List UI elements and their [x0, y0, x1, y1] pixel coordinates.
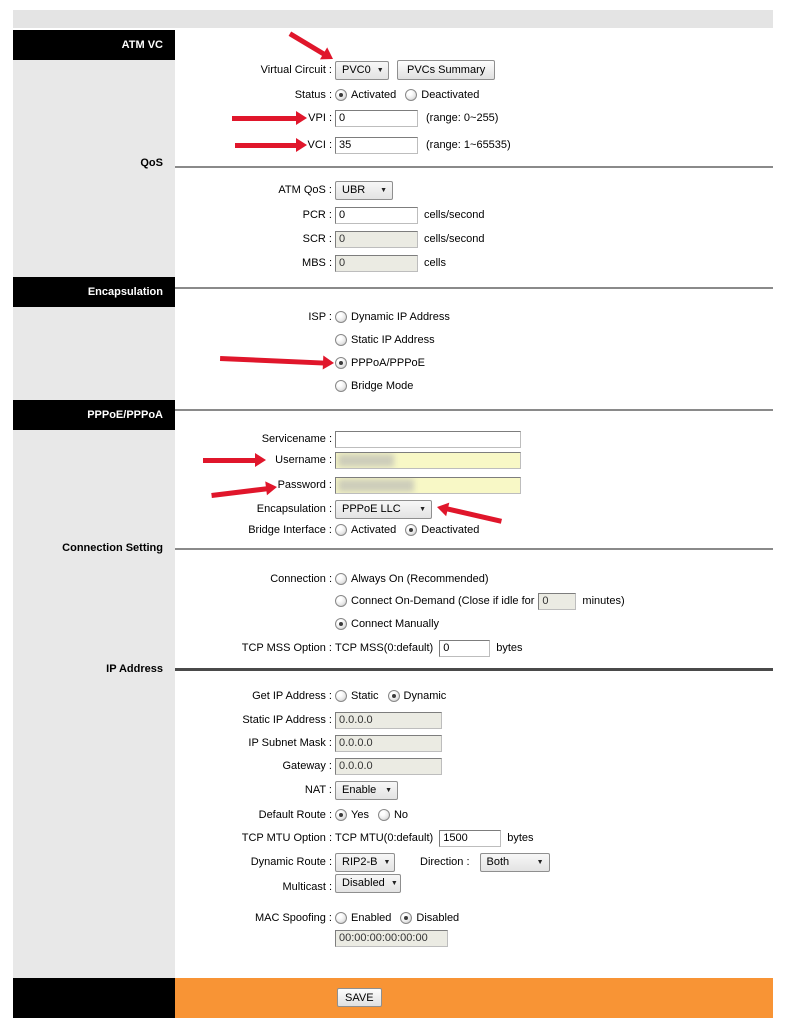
red-arrow-vpi [232, 111, 307, 125]
status-activated-radio[interactable] [335, 89, 347, 101]
mac-spoofing-disabled-label: Disabled [416, 912, 460, 924]
scr-input: 0 [335, 231, 418, 248]
default-route-no-radio[interactable] [378, 809, 390, 821]
isp-label: ISP : [308, 311, 332, 323]
password-input[interactable] [335, 477, 521, 494]
mbs-input: 0 [335, 255, 418, 272]
virtual-circuit-select[interactable] [335, 61, 389, 80]
encapsulation-value: PPPoE LLC [342, 503, 401, 515]
gateway-row [175, 755, 775, 777]
top-banner [13, 10, 773, 28]
isp-pppoa-radio[interactable] [335, 357, 347, 369]
isp-static-radio[interactable] [335, 334, 347, 346]
isp-static-label: Static IP Address [351, 334, 435, 346]
vci-range-hint: (range: 1~65535) [426, 139, 511, 151]
isp-bridge-row [175, 375, 775, 397]
tcp-mss-row [175, 637, 775, 659]
mac-spoofing-row [175, 907, 775, 929]
pcr-label: PCR : [302, 209, 332, 221]
chevron-down-icon: ▼ [390, 879, 398, 887]
direction-select[interactable] [480, 853, 550, 872]
scr-label: SCR : [302, 233, 332, 245]
status-activated-label: Activated [351, 89, 397, 101]
section-divider-qos [175, 166, 773, 168]
vci-label: VCI : [307, 139, 332, 151]
isp-dynamic-radio[interactable] [335, 311, 347, 323]
chevron-down-icon: ▼ [380, 186, 387, 194]
atm-qos-select[interactable] [335, 181, 393, 200]
static-ip-row [175, 709, 775, 731]
get-ip-static-radio[interactable] [335, 690, 347, 702]
mbs-unit: cells [424, 257, 447, 269]
virtual-circuit-value: PVC0 [342, 64, 371, 76]
tcp-mtu-input[interactable]: 1500 [439, 830, 501, 847]
connection-always-label: Always On (Recommended) [351, 573, 489, 585]
gateway-label: Gateway : [282, 760, 332, 772]
vpi-input[interactable]: 0 [335, 110, 418, 127]
mbs-row [175, 252, 775, 274]
status-deactivated-label: Deactivated [421, 89, 480, 101]
sidebar-header-encapsulation: Encapsulation [13, 277, 175, 307]
footer-bar [175, 978, 773, 1018]
sidebar-header-pppoe-pppoa: PPPoE/PPPoA [13, 400, 175, 430]
connection-manual-radio[interactable] [335, 618, 347, 630]
get-ip-dynamic-radio[interactable] [388, 690, 400, 702]
subnet-mask-input: 0.0.0.0 [335, 735, 442, 752]
red-arrow-vci [235, 138, 307, 152]
get-ip-row [175, 685, 775, 707]
vpi-range-hint: (range: 0~255) [426, 112, 499, 124]
atm-qos-label: ATM QoS : [278, 184, 332, 196]
virtual-circuit-label: Virtual Circuit : [260, 64, 332, 76]
chevron-down-icon: ▼ [385, 786, 392, 794]
pcr-unit: cells/second [424, 209, 485, 221]
section-divider-encapsulation [175, 287, 773, 289]
username-redaction-blur [338, 454, 394, 467]
get-ip-label: Get IP Address : [252, 690, 332, 702]
multicast-select[interactable] [335, 874, 401, 893]
vci-input[interactable]: 35 [335, 137, 418, 154]
multicast-label: Multicast : [282, 881, 332, 893]
isp-static-row [175, 329, 775, 351]
encapsulation-label: Encapsulation : [256, 503, 332, 515]
dynamic-route-select[interactable] [335, 853, 395, 872]
connection-manual-label: Connect Manually [351, 618, 440, 630]
chevron-down-icon: ▼ [376, 66, 384, 74]
bridge-interface-deactivated-radio[interactable] [405, 524, 417, 536]
sidebar-header-connection-setting: Connection Setting [62, 542, 163, 554]
servicename-label: Servicename : [261, 433, 332, 445]
connection-ondemand-label: Connect On-Demand (Close if idle for [351, 595, 535, 607]
get-ip-static-label: Static [351, 690, 379, 702]
tcp-mtu-prefix: TCP MTU(0:default) [335, 832, 434, 844]
default-route-yes-label: Yes [351, 809, 369, 821]
nat-row [175, 779, 775, 801]
password-redaction-blur [338, 479, 414, 492]
servicename-input[interactable] [335, 431, 521, 448]
isp-pppoa-label: PPPoA/PPPoE [351, 357, 425, 369]
static-ip-label: Static IP Address : [242, 714, 332, 726]
connection-always-row [175, 568, 775, 590]
multicast-value: Disabled [342, 877, 385, 889]
virtual-circuit-row [175, 59, 775, 81]
tcp-mss-input[interactable]: 0 [439, 640, 490, 657]
password-label: Password : [277, 479, 332, 491]
static-ip-input: 0.0.0.0 [335, 712, 442, 729]
encapsulation-select[interactable] [335, 500, 432, 519]
chevron-down-icon: ▼ [383, 858, 391, 866]
bridge-interface-activated-radio[interactable] [335, 524, 347, 536]
footer-black-block [13, 978, 175, 1018]
dynamic-route-row [175, 851, 775, 873]
isp-bridge-radio[interactable] [335, 380, 347, 392]
section-divider-connection [175, 548, 773, 550]
sidebar-header-ip-address: IP Address [106, 663, 163, 675]
isp-dynamic-row [175, 306, 775, 328]
bridge-interface-deactivated-label: Deactivated [421, 524, 480, 536]
connection-ondemand-label-suffix: minutes) [582, 595, 625, 607]
subnet-mask-row [175, 732, 775, 754]
tcp-mss-prefix: TCP MSS(0:default) [335, 642, 434, 654]
mac-address-input: 00:00:00:00:00:00 [335, 930, 448, 947]
chevron-down-icon: ▼ [536, 858, 544, 866]
bridge-interface-label: Bridge Interface : [248, 524, 332, 536]
pcr-row [175, 204, 775, 226]
mbs-label: MBS : [302, 257, 332, 269]
servicename-row [175, 428, 775, 450]
tcp-mtu-row [175, 827, 775, 849]
sidebar-header-qos: QoS [140, 157, 163, 169]
tcp-mss-label: TCP MSS Option : [241, 642, 332, 654]
default-route-yes-radio[interactable] [335, 809, 347, 821]
connection-manual-row [175, 613, 775, 635]
nat-select[interactable] [335, 781, 398, 800]
get-ip-dynamic-label: Dynamic [403, 690, 447, 702]
direction-label: Direction : [420, 856, 470, 868]
nat-label: NAT : [304, 784, 332, 796]
atm-qos-value: UBR [342, 184, 366, 196]
connection-ondemand-radio[interactable] [335, 595, 347, 607]
save-button[interactable]: SAVE [337, 988, 382, 1007]
username-input[interactable] [335, 452, 521, 469]
connection-always-radio[interactable] [335, 573, 347, 585]
pcr-input[interactable]: 0 [335, 207, 418, 224]
pvcs-summary-button[interactable]: PVCs Summary [397, 60, 495, 80]
mac-spoofing-disabled-radio[interactable] [400, 912, 412, 924]
mac-spoofing-label: MAC Spoofing : [254, 912, 332, 924]
default-route-no-label: No [393, 809, 409, 821]
section-divider-pppoe [175, 409, 773, 411]
sidebar-header-atm-vc: ATM VC [13, 30, 175, 60]
direction-value: Both [486, 856, 510, 868]
atm-qos-row [175, 179, 775, 201]
status-deactivated-radio[interactable] [405, 89, 417, 101]
default-route-row [175, 804, 775, 826]
mac-spoofing-enabled-radio[interactable] [335, 912, 347, 924]
chevron-down-icon: ▼ [419, 505, 426, 513]
status-label: Status : [294, 89, 332, 101]
red-arrow-username [203, 453, 266, 467]
isp-bridge-label: Bridge Mode [351, 380, 414, 392]
scr-unit: cells/second [424, 233, 485, 245]
dynamic-route-label: Dynamic Route : [250, 856, 332, 868]
tcp-mtu-label: TCP MTU Option : [241, 832, 332, 844]
scr-row [175, 228, 775, 250]
mac-spoofing-enabled-label: Enabled [351, 912, 392, 924]
tcp-mtu-unit: bytes [507, 832, 534, 844]
gateway-input: 0.0.0.0 [335, 758, 442, 775]
status-row [175, 84, 775, 106]
mac-address-row [175, 927, 775, 949]
nat-value: Enable [342, 784, 377, 796]
bridge-interface-activated-label: Activated [351, 524, 397, 536]
idle-minutes-input[interactable]: 0 [538, 593, 576, 610]
vpi-label: VPI : [308, 112, 332, 124]
tcp-mss-unit: bytes [496, 642, 523, 654]
username-label: Username : [275, 454, 332, 466]
isp-dynamic-label: Dynamic IP Address [351, 311, 450, 323]
default-route-label: Default Route : [258, 809, 332, 821]
connection-ondemand-row [175, 590, 775, 612]
subnet-mask-label: IP Subnet Mask : [248, 737, 332, 749]
section-divider-ip-address [175, 668, 773, 671]
dynamic-route-value: RIP2-B [342, 856, 378, 868]
connection-label: Connection : [270, 573, 332, 585]
multicast-row [175, 872, 775, 894]
